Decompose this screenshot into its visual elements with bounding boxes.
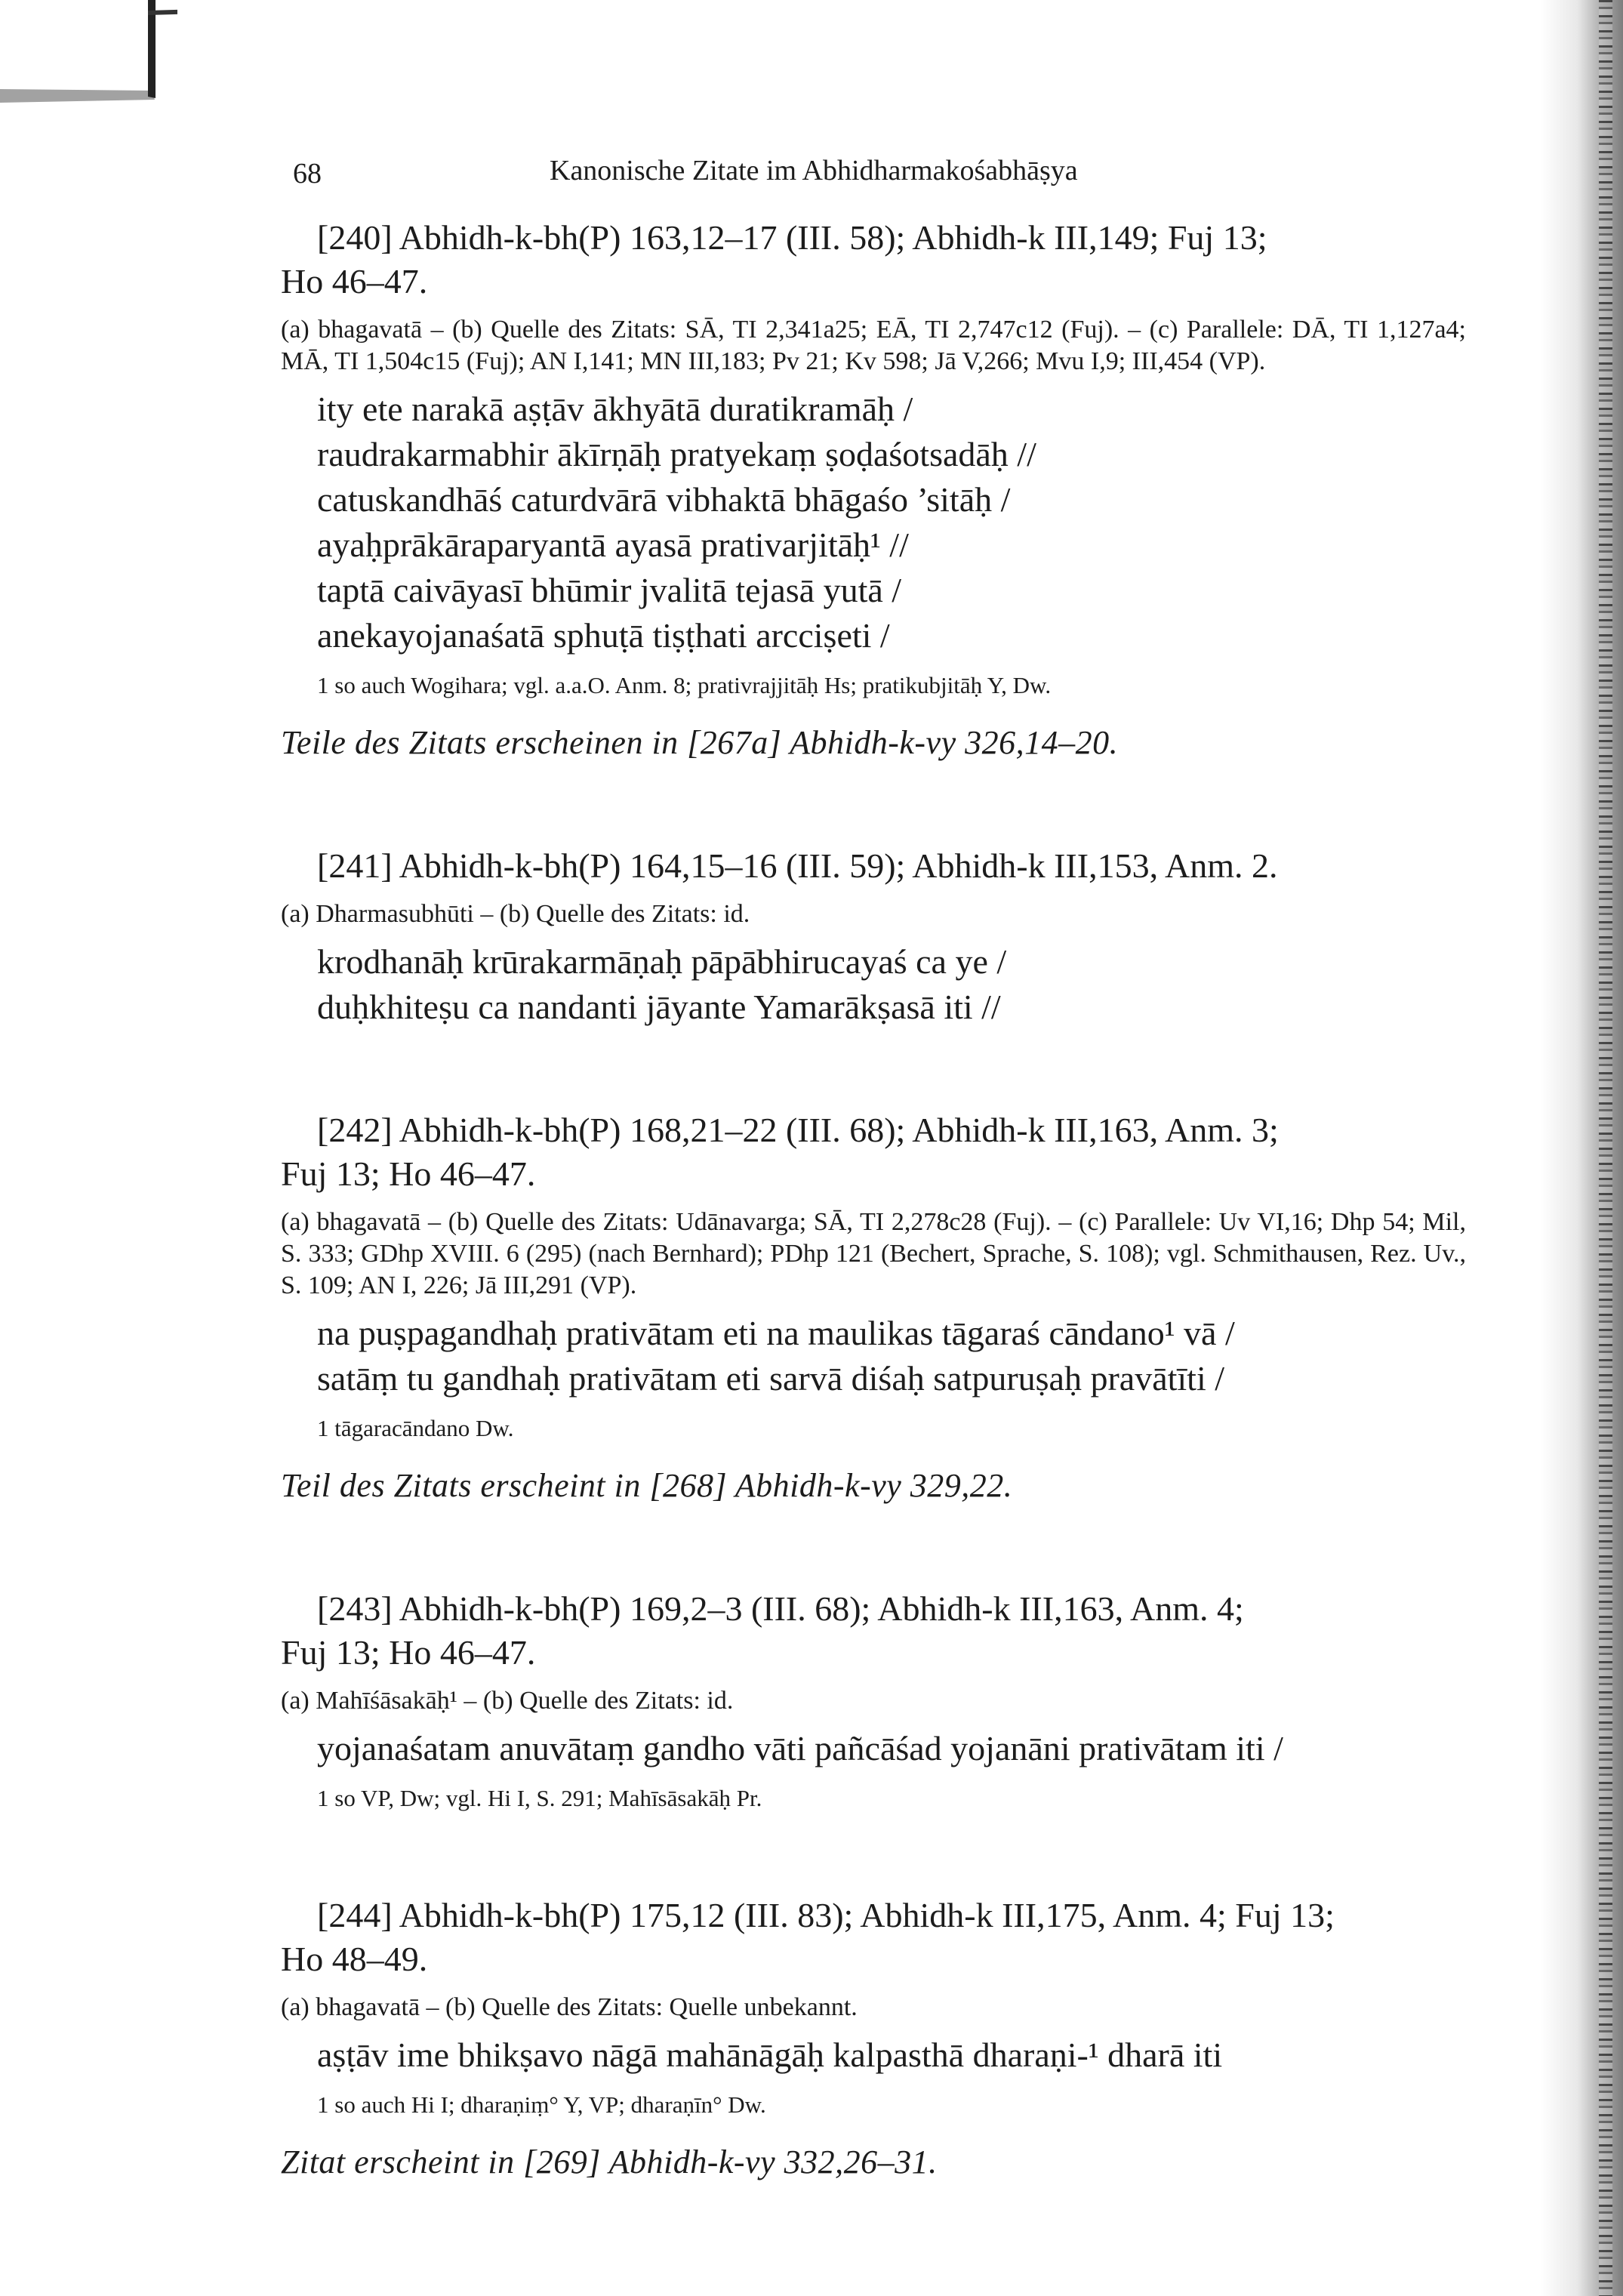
verse-line: duḥkhiteṣu ca nandanti jāyante Yamarākṣasā iti // <box>317 988 1001 1026</box>
entry-heading <box>281 1108 1466 1196</box>
heading-line: Ho 46–47. <box>281 262 428 300</box>
heading-line: [242] Abhidh-k-bh(P) 168,21–22 (III. 68); Abhidh-k III,163, Anm. 3; <box>317 1111 1279 1149</box>
citation-appears: Teile des Zitats erscheinen in [267a] Abhidh-k-vy 326,14–20. <box>281 724 1119 761</box>
verse-line: satāṃ tu gandhaḥ prativātam eti sarvā diśaḥ satpuruṣaḥ pravātīti / <box>317 1359 1225 1398</box>
entry-heading <box>281 1894 1466 1981</box>
verse-block <box>317 1311 1466 1401</box>
entry-241 <box>281 844 1466 1030</box>
entry-metadata: (a) bhagavatā – (b) Quelle des Zitats: Udānavarga; SĀ, TI 2,278c28 (Fuj). – (c) Parallele: Uv VI,16; Dhp 54; Mil, S. 333; GDhp XVIII. 6 (295) (nach Bernhard); PDhp 121 (Bechert, Sprache, S. 108); vgl. Schmithausen, Rez. Uv., S. 109; AN I, 226; Jā III,291 (VP). <box>281 1208 1466 1299</box>
footnote: 1 so auch Hi I; dharaṇiṃ° Y, VP; dharaṇīn° Dw. <box>317 2091 766 2118</box>
entry-242 <box>281 1108 1466 1509</box>
entry-244 <box>281 1894 1466 2185</box>
entry-heading <box>317 844 1466 888</box>
verse-line: yojanaśatam anuvātaṃ gandho vāti pañcāśad yojanāni prativātam iti / <box>317 1729 1283 1767</box>
scan-edge-artifact <box>1540 0 1623 2296</box>
heading-line: [241] Abhidh-k-bh(P) 164,15–16 (III. 59); Abhidh-k III,153, Anm. 2. <box>317 846 1278 885</box>
verse-line: catuskandhāś caturdvārā vibhaktā bhāgaśo ’sitāḥ / <box>317 480 1011 519</box>
verse-line: taptā caivāyasī bhūmir jvalitā tejasā yutā / <box>317 571 902 609</box>
citation-appears: Zitat erscheint in [269] Abhidh-k-vy 332,26–31. <box>281 2143 938 2180</box>
footnote: 1 so auch Wogihara; vgl. a.a.O. Anm. 8; prativrajjitāḥ Hs; pratikubjitāḥ Y, Dw. <box>317 672 1052 698</box>
verse-line: ayaḥprākāraparyantā ayasā prativarjitāḥ¹ // <box>317 525 909 564</box>
entry-heading <box>281 1587 1466 1675</box>
heading-line: [244] Abhidh-k-bh(P) 175,12 (III. 83); Abhidh-k III,175, Anm. 4; Fuj 13; <box>317 1896 1335 1934</box>
citation-appears: Teil des Zitats erscheint in [268] Abhidh-k-vy 329,22. <box>281 1467 1013 1504</box>
footnote: 1 so VP, Dw; vgl. Hi I, S. 291; Mahīsāsakāḥ Pr. <box>317 1785 762 1811</box>
footnote: 1 tāgaracāndano Dw. <box>317 1415 514 1441</box>
verse-block <box>317 939 1466 1030</box>
entry-metadata: (a) Mahīśāsakāḥ¹ – (b) Quelle des Zitats: id. <box>281 1687 734 1715</box>
entry-metadata: (a) Dharmasubhūti – (b) Quelle des Zitats: id. <box>281 900 750 928</box>
entry-metadata: (a) bhagavatā – (b) Quelle des Zitats: SĀ, TI 2,341a25; EĀ, TI 2,747c12 (Fuj). – (c) Parallele: DĀ, TI 1,127a4; MĀ, TI 1,504c15 (Fuj); AN I,141; MN III,183; Pv 21; Kv 598; Jā V,266; Mvu I,9; III,454 (VP). <box>281 316 1466 375</box>
verse-line: krodhanāḥ krūrakarmāṇaḥ pāpābhirucayaś ca ye / <box>317 942 1007 981</box>
entry-heading <box>281 216 1466 304</box>
entry-243 <box>281 1587 1466 1815</box>
page-number: 68 <box>293 158 322 190</box>
entry-metadata: (a) bhagavatā – (b) Quelle des Zitats: Quelle unbekannt. <box>281 1993 858 2021</box>
book-page <box>281 143 1466 2264</box>
verse-line: aṣṭāv ime bhikṣavo nāgā mahānāgāḥ kalpasthā dharaṇi-¹ dharā iti <box>317 2036 1223 2074</box>
entry-240 <box>281 216 1466 766</box>
heading-line: Fuj 13; Ho 46–47. <box>281 1154 536 1193</box>
verse-line: na puṣpagandhaḥ prativātam eti na maulikas tāgaraś cāndano¹ vā / <box>317 1314 1235 1352</box>
heading-line: [240] Abhidh-k-bh(P) 163,12–17 (III. 58); Abhidh-k III,149; Fuj 13; <box>317 218 1267 257</box>
running-title: Kanonische Zitate im Abhidharmakośabhāṣya <box>550 155 1078 186</box>
verse-line: ity ete narakā aṣṭāv ākhyātā duratikramāḥ / <box>317 390 913 428</box>
verse-block <box>317 2032 1466 2078</box>
verse-line: anekayojanaśatā sphuṭā tiṣṭhati arcciṣeti / <box>317 616 890 655</box>
verse-block <box>317 387 1466 658</box>
heading-line: Fuj 13; Ho 46–47. <box>281 1633 536 1672</box>
verse-block <box>317 1726 1466 1771</box>
verse-line: raudrakarmabhir ākīrṇāḥ pratyekaṃ ṣoḍaśotsadāḥ // <box>317 435 1036 473</box>
running-head <box>281 143 1466 193</box>
scan-corner-artifact <box>0 0 177 106</box>
heading-line: [243] Abhidh-k-bh(P) 169,2–3 (III. 68); Abhidh-k III,163, Anm. 4; <box>317 1589 1244 1628</box>
heading-line: Ho 48–49. <box>281 1940 428 1978</box>
